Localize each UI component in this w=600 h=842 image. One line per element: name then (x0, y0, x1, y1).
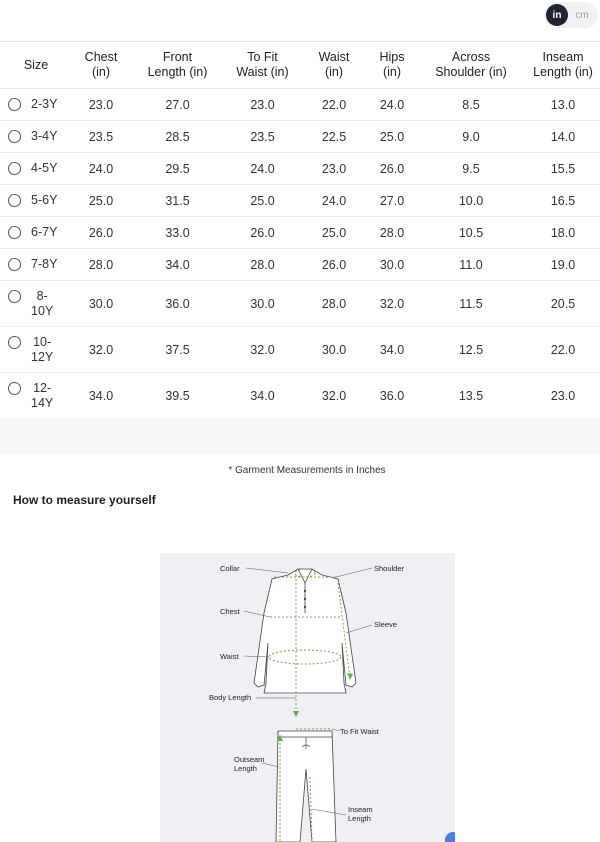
header-chest: Chest (in) (72, 42, 130, 89)
measurement-cell: 9.0 (416, 121, 526, 153)
label-to-fit-waist: To Fit Waist (340, 727, 379, 736)
measurement-cell: 22.0 (526, 327, 600, 373)
measurement-cell: 22.5 (300, 121, 368, 153)
size-label: 7-8Y (31, 257, 58, 271)
size-option[interactable] (8, 257, 72, 272)
measurement-cell: 23.0 (526, 373, 600, 419)
measurement-cell: 28.0 (225, 249, 300, 281)
header-to-fit-waist: To Fit Waist (in) (225, 42, 300, 89)
measurement-cell: 31.5 (130, 185, 225, 217)
measurement-cell: 11.0 (416, 249, 526, 281)
measurement-cell: 26.0 (368, 153, 416, 185)
header-hips: Hips (in) (368, 42, 416, 89)
measurement-diagram (160, 553, 455, 842)
measurement-cell: 23.5 (225, 121, 300, 153)
measurement-cell: 10.5 (416, 217, 526, 249)
size-label: 2-3Y (31, 97, 58, 111)
label-waist: Waist (220, 652, 239, 661)
measurement-cell: 30.0 (225, 281, 300, 327)
size-option[interactable] (8, 335, 72, 365)
table-row[interactable] (0, 217, 600, 249)
label-sleeve: Sleeve (374, 620, 397, 629)
size-label: 3-4Y (31, 129, 58, 143)
measurement-cell: 34.0 (368, 327, 416, 373)
unit-option-cm[interactable]: cm (575, 9, 589, 21)
size-table (0, 41, 600, 419)
header-waist: Waist (in) (300, 42, 368, 89)
chat-widget-icon[interactable] (445, 832, 455, 842)
size-label: 5-6Y (31, 193, 58, 207)
measurement-cell: 27.0 (130, 89, 225, 121)
measurement-cell: 24.0 (300, 185, 368, 217)
measurement-cell: 23.0 (300, 153, 368, 185)
measurement-cell: 28.0 (368, 217, 416, 249)
size-radio-button[interactable] (8, 162, 21, 175)
size-radio-button[interactable] (8, 130, 21, 143)
table-header-row (0, 42, 600, 89)
measurement-cell: 26.0 (72, 217, 130, 249)
measurement-cell: 37.5 (130, 327, 225, 373)
size-radio-button[interactable] (8, 98, 21, 111)
measurement-cell: 10.0 (416, 185, 526, 217)
measurement-cell: 16.5 (526, 185, 600, 217)
label-outseam-length: Outseam Length (234, 755, 265, 773)
header-front-length: Front Length (in) (130, 42, 225, 89)
size-radio-button[interactable] (8, 194, 21, 207)
measurement-cell: 8.5 (416, 89, 526, 121)
measurement-cell: 30.0 (368, 249, 416, 281)
table-row[interactable] (0, 153, 600, 185)
measurement-cell: 25.0 (72, 185, 130, 217)
label-inseam-length: Inseam Length (348, 805, 373, 823)
size-radio-button[interactable] (8, 336, 21, 349)
label-shoulder: Shoulder (374, 564, 405, 573)
size-cell[interactable] (0, 327, 72, 373)
table-row[interactable] (0, 281, 600, 327)
measurement-cell: 14.0 (526, 121, 600, 153)
header-size: Size (0, 42, 72, 89)
measurement-cell: 32.0 (300, 373, 368, 419)
measurement-cell: 32.0 (368, 281, 416, 327)
measurement-cell: 34.0 (225, 373, 300, 419)
size-cell[interactable] (0, 281, 72, 327)
unit-option-in[interactable]: in (546, 4, 568, 26)
size-label: 6-7Y (31, 225, 58, 239)
size-chart (0, 41, 600, 419)
size-cell[interactable] (0, 373, 72, 419)
size-label: 4-5Y (31, 161, 58, 175)
measurement-cell: 36.0 (368, 373, 416, 419)
garment-illustration (160, 553, 455, 842)
measurement-cell: 30.0 (72, 281, 130, 327)
size-radio-button[interactable] (8, 226, 21, 239)
measurement-cell: 18.0 (526, 217, 600, 249)
section-divider (0, 418, 600, 454)
label-body-length: Body Length (209, 693, 252, 702)
size-cell[interactable] (0, 217, 72, 249)
measurement-cell: 32.0 (72, 327, 130, 373)
size-label: 10- 12Y (31, 334, 54, 364)
measurement-cell: 24.0 (368, 89, 416, 121)
measurement-cell: 23.0 (225, 89, 300, 121)
measurement-cell: 28.5 (130, 121, 225, 153)
measurement-cell: 23.5 (72, 121, 130, 153)
measurement-cell: 25.0 (300, 217, 368, 249)
measurement-cell: 24.0 (72, 153, 130, 185)
measurement-cell: 20.5 (526, 281, 600, 327)
measurement-cell: 27.0 (368, 185, 416, 217)
unit-toggle (544, 2, 598, 28)
measurement-cell: 28.0 (300, 281, 368, 327)
size-option[interactable] (8, 97, 72, 112)
measurement-cell: 12.5 (416, 327, 526, 373)
table-row[interactable] (0, 327, 600, 373)
table-row[interactable] (0, 249, 600, 281)
size-radio-button[interactable] (8, 382, 21, 395)
size-option[interactable] (8, 129, 72, 144)
table-row[interactable] (0, 121, 600, 153)
measurement-cell: 25.0 (225, 185, 300, 217)
size-option[interactable] (8, 225, 72, 240)
measurement-cell: 30.0 (300, 327, 368, 373)
measurement-cell: 26.0 (300, 249, 368, 281)
size-cell[interactable] (0, 249, 72, 281)
header-across-shoulder: Across Shoulder (in) (416, 42, 526, 89)
measurement-cell: 13.5 (416, 373, 526, 419)
size-option[interactable] (8, 289, 72, 319)
table-row[interactable] (0, 185, 600, 217)
measurement-cell: 19.0 (526, 249, 600, 281)
measurement-cell: 29.5 (130, 153, 225, 185)
size-option[interactable] (8, 193, 72, 208)
size-radio-button[interactable] (8, 290, 21, 303)
measurement-cell: 33.0 (130, 217, 225, 249)
measurement-cell: 32.0 (225, 327, 300, 373)
measurement-cell: 26.0 (225, 217, 300, 249)
size-cell[interactable] (0, 89, 72, 121)
measurement-cell: 24.0 (225, 153, 300, 185)
measurement-cell: 34.0 (72, 373, 130, 419)
table-row[interactable] (0, 89, 600, 121)
measurement-cell: 11.5 (416, 281, 526, 327)
size-label: 12- 14Y (31, 380, 54, 410)
label-chest: Chest (220, 607, 240, 616)
header-inseam-length: Inseam Length (in) (526, 42, 600, 89)
measurement-cell: 28.0 (72, 249, 130, 281)
how-to-measure-title: How to measure yourself (13, 493, 156, 507)
table-row[interactable] (0, 373, 600, 419)
size-radio-button[interactable] (8, 258, 21, 271)
measurement-cell: 22.0 (300, 89, 368, 121)
label-collar: Collar (220, 564, 240, 573)
size-option[interactable] (8, 161, 72, 176)
measurement-cell: 13.0 (526, 89, 600, 121)
measurement-cell: 36.0 (130, 281, 225, 327)
size-cell[interactable] (0, 185, 72, 217)
measurement-note: * Garment Measurements in Inches (228, 465, 386, 476)
measurement-cell: 34.0 (130, 249, 225, 281)
size-label: 8- 10Y (31, 288, 54, 318)
size-cell[interactable] (0, 121, 72, 153)
measurement-cell: 23.0 (72, 89, 130, 121)
measurement-cell: 15.5 (526, 153, 600, 185)
measurement-cell: 39.5 (130, 373, 225, 419)
size-cell[interactable] (0, 153, 72, 185)
size-option[interactable] (8, 381, 72, 411)
measurement-cell: 25.0 (368, 121, 416, 153)
measurement-cell: 9.5 (416, 153, 526, 185)
